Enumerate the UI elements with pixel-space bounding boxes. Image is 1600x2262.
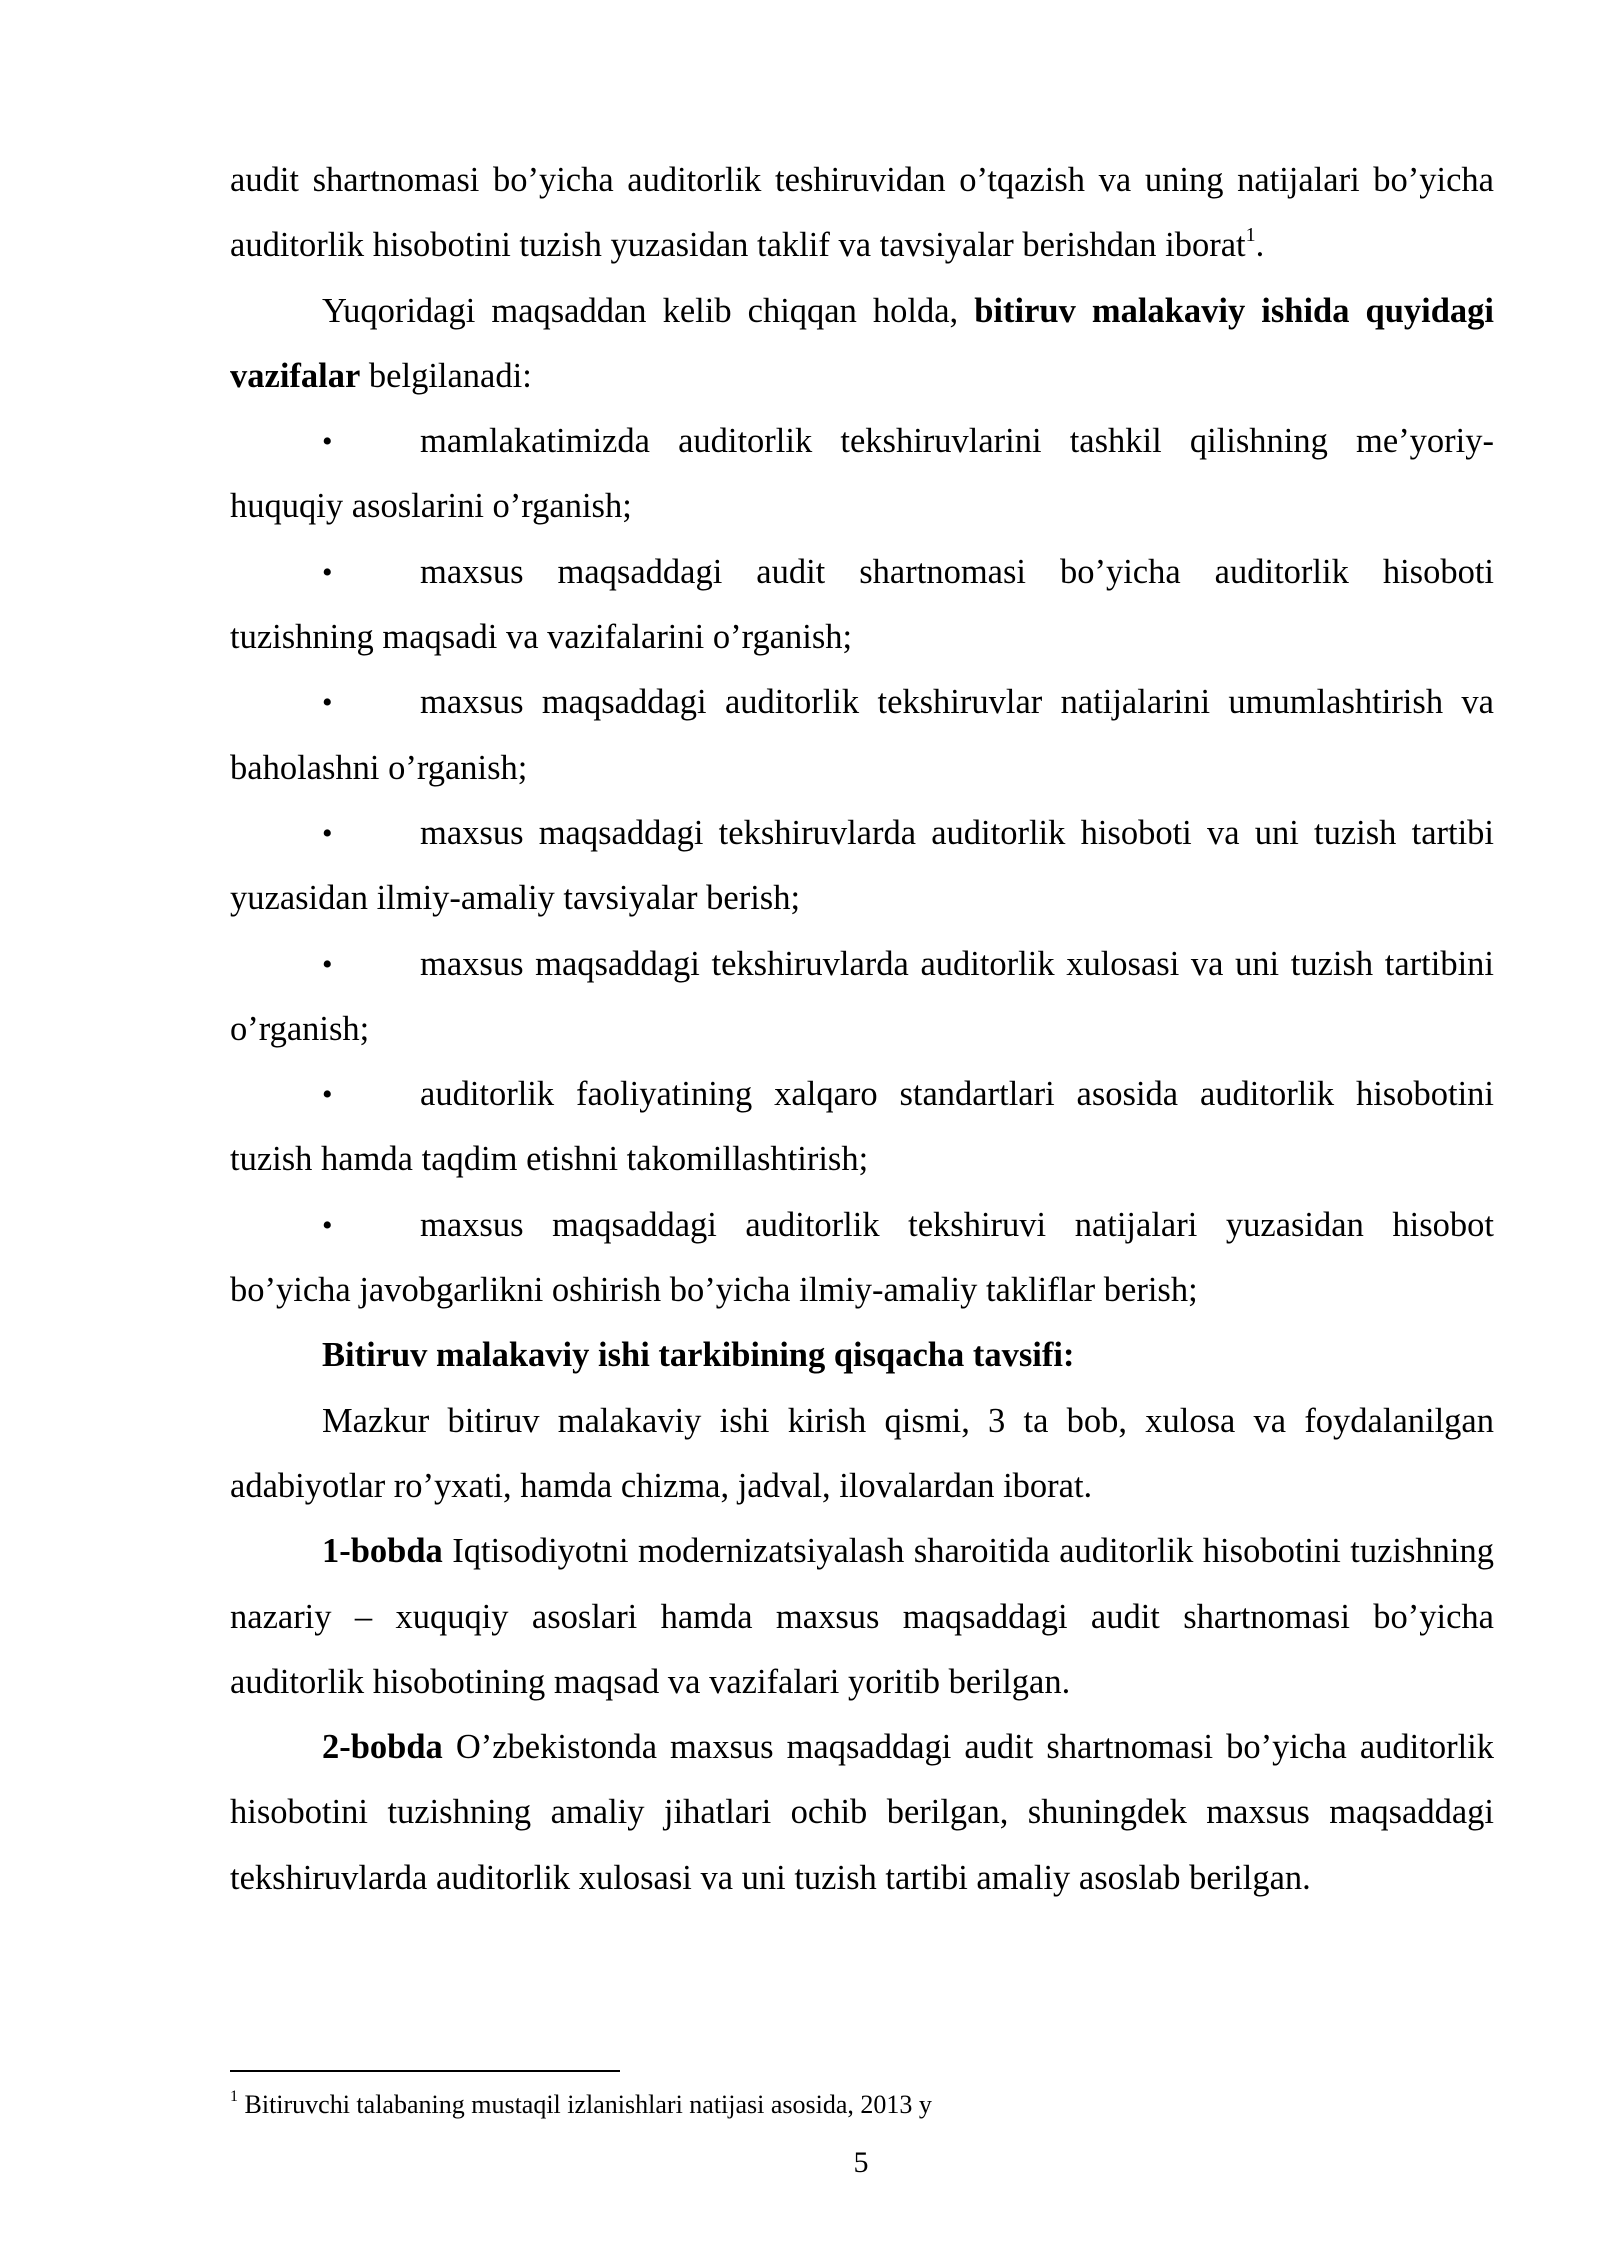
task-text: maxsus maqsaddagi audit shartnomasi bo’yicha auditorlik hisoboti tuzishning maqsadi va vazifalarini o’rganish;: [230, 552, 1494, 657]
tasks-intro-paragraph: [230, 279, 1494, 410]
task-item: [230, 1062, 1494, 1193]
footnote-text: Bitiruvchi talabaning mustaqil izlanishlari natijasi asosida, 2013 y: [238, 2090, 932, 2119]
bullet-icon: •: [322, 686, 333, 720]
bullet-icon: •: [322, 816, 333, 850]
bullet-icon: •: [322, 1208, 333, 1242]
chapter-2-text: O’zbekistonda maxsus maqsaddagi audit shartnomasi bo’yicha auditorlik hisobotini tuzishning amaliy jihatlari ochib berilgan, shuningdek maxsus maqsaddagi tekshiruvlarda auditorlik xulosasi va uni tuzish tartibi amaliy asoslab berilgan.: [230, 1728, 1494, 1897]
task-item: [230, 1193, 1494, 1324]
chapter-1-label: 1-bobda: [322, 1532, 443, 1571]
footnote-separator: [230, 2070, 620, 2072]
chapter-2-paragraph: [230, 1715, 1494, 1911]
page-body: [230, 148, 1494, 1911]
task-item: [230, 409, 1494, 540]
structure-text: Mazkur bitiruv malakaviy ishi kirish qismi, 3 ta bob, xulosa va foydalanilgan adabiyotlar ro’yxati, hamda chizma, jadval, ilovalardan iborat.: [230, 1401, 1494, 1505]
task-item: [230, 540, 1494, 671]
chapter-1-paragraph: [230, 1519, 1494, 1715]
bullet-icon: •: [322, 947, 333, 981]
task-text: mamlakatimizda auditorlik tekshiruvlarini tashkil qilishning me’yoriy-huquqiy asoslarini o’rganish;: [230, 422, 1494, 526]
task-item: [230, 670, 1494, 801]
footnote-marker: 1: [230, 2088, 238, 2106]
task-text: maxsus maqsaddagi auditorlik tekshiruvi natijalari yuzasidan hisobot bo’yicha javobgarlikni oshirish bo’yicha ilmiy-amaliy takliflar berish;: [230, 1205, 1494, 1310]
intro-text: audit shartnomasi bo’yicha auditorlik teshiruvidan o’tqazish va uning natijalari bo’yicha auditorlik hisobotini tuzish yuzasidan taklif va tavsiyalar berishdan iborat: [230, 161, 1494, 265]
bullet-icon: •: [322, 1078, 333, 1112]
bullet-icon: •: [322, 555, 333, 589]
bullet-icon: •: [322, 425, 333, 459]
structure-paragraph: [230, 1389, 1494, 1520]
chapter-2-label: 2-bobda: [322, 1728, 443, 1767]
task-item: [230, 801, 1494, 932]
task-text: maxsus maqsaddagi tekshiruvlarda auditorlik hisoboti va uni tuzish tartibi yuzasidan ilmiy-amaliy tavsiyalar berish;: [230, 813, 1494, 918]
structure-heading: [230, 1323, 1494, 1388]
page-number: 5: [853, 2146, 869, 2179]
task-text: maxsus maqsaddagi auditorlik tekshiruvlar natijalarini umumlashtirish va baholashni o’rganish;: [230, 683, 1494, 787]
chapter-1-text: Iqtisodiyotni modernizatsiyalash sharoitida auditorlik hisobotini tuzishning nazariy – xuquqiy asoslari hamda maxsus maqsaddagi audit shartnomasi bo’yicha auditorlik hisobotining maqsad va vazifalari yoritib berilgan.: [230, 1532, 1494, 1701]
task-text: auditorlik faoliyatining xalqaro standartlari asosida auditorlik hisobotini tuzish hamda taqdim etishni takomillashtirish;: [230, 1075, 1494, 1179]
structure-heading-text: Bitiruv malakaviy ishi tarkibining qisqacha tavsifi:: [322, 1336, 1075, 1375]
tasks-intro-tail: belgilanadi:: [360, 356, 532, 395]
task-item: [230, 932, 1494, 1063]
task-text: maxsus maqsaddagi tekshiruvlarda auditorlik xulosasi va uni tuzish tartibini o’rganish;: [230, 944, 1494, 1048]
intro-end: .: [1255, 226, 1265, 265]
intro-paragraph: [230, 148, 1494, 279]
footnote: [230, 2088, 932, 2122]
tasks-intro-lead: Yuqoridagi maqsaddan kelib chiqqan holda,: [322, 291, 975, 330]
footnote-reference: 1: [1245, 223, 1256, 246]
tasks-intro-bold: bitiruv malakaviy ishida quyidagi vazifalar: [230, 291, 1494, 395]
